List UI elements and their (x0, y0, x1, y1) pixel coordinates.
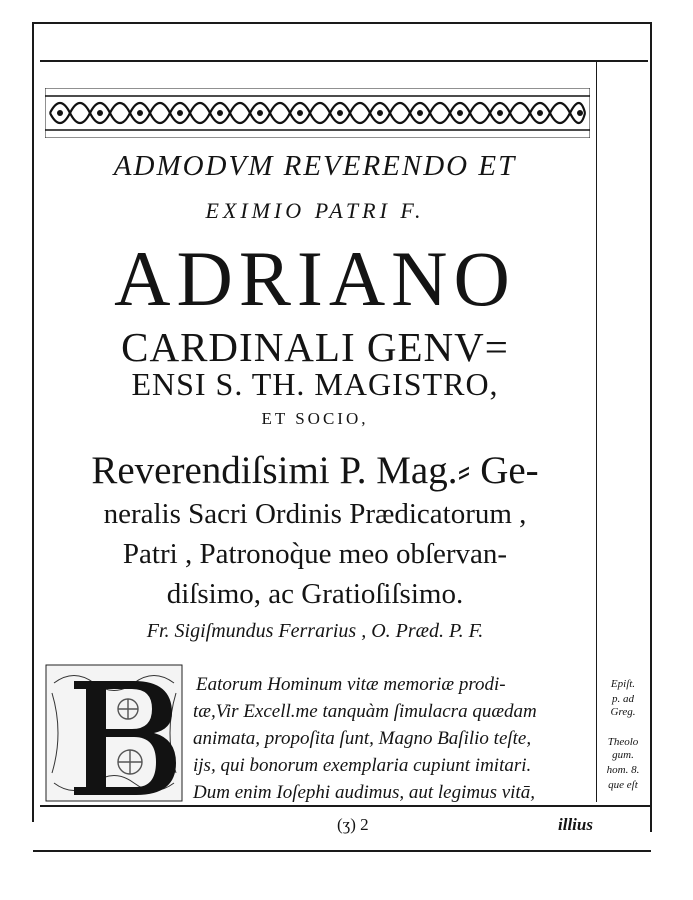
decorated-initial-b (44, 663, 184, 803)
body-line-1: Eatorum Hominum vitæ memoriæ prodi- (196, 674, 506, 695)
foot-rule-1 (40, 805, 651, 807)
margin-column-rule (596, 62, 597, 802)
margin-note-7: que eſt (608, 779, 638, 791)
dedication-rev-line-2: neralis Sacri Ordinis Prædicatorum , (103, 498, 527, 530)
frame-left-rule (32, 22, 34, 822)
body-line-5: Dum enim Ioſephi audimus, aut legimus vitā, (193, 782, 535, 803)
foot-rule-2 (33, 850, 651, 852)
margin-note-5: gum. (612, 749, 634, 761)
frame-right-rule (650, 22, 652, 832)
margin-note-2: p. ad (612, 693, 634, 705)
dedication-line-1: ADMODVM REVERENDO ET (113, 150, 517, 182)
initial-ornament-icon (44, 663, 184, 803)
margin-note-6: hom. 8. (606, 764, 640, 776)
margin-note-1: Epiſt. (610, 678, 636, 690)
dedicatee-title-2: ENSI S. TH. MAGISTRO, (131, 366, 499, 402)
catchword: illius (558, 815, 593, 834)
dedication-rev-line-1: Reverendiſsimi P. Mag.⸗ Ge- (91, 449, 539, 492)
margin-note-4: Theolo (607, 736, 639, 748)
author-signature: Fr. Sigiſmundus Ferrarius , O. Præd. P. F. (146, 620, 484, 642)
dedicatee-title-1: CARDINALI GENV= (121, 324, 509, 370)
body-line-3: animata, propoſita ſunt, Magno Baſilio teſte, (193, 728, 532, 749)
margin-note-3: Greg. (610, 706, 636, 718)
top-rule (33, 22, 651, 24)
body-line-2: tæ,Vir Excell.me tanquàm ſimulacra quædam (193, 701, 537, 722)
dedicatee-name: ADRIANO (114, 235, 516, 322)
dedication-line-2: EXIMIO PATRI F. (205, 198, 425, 223)
initial-letter-text (44, 663, 45, 664)
head-rule (40, 60, 648, 62)
dedicatee-title-3: ET SOCIO, (261, 409, 369, 428)
dedication-rev-line-3: Patri , Patronoq̀ue meo obſervan- (122, 538, 508, 570)
ornamental-headpiece (45, 88, 590, 138)
body-line-4: ijs, qui bonorum exemplaria cupiunt imitari. (193, 755, 532, 776)
dedication-rev-line-4: diſsimo, ac Gratioſiſsimo. (166, 578, 464, 610)
signature-mark: (ʒ) 2 (337, 815, 369, 834)
